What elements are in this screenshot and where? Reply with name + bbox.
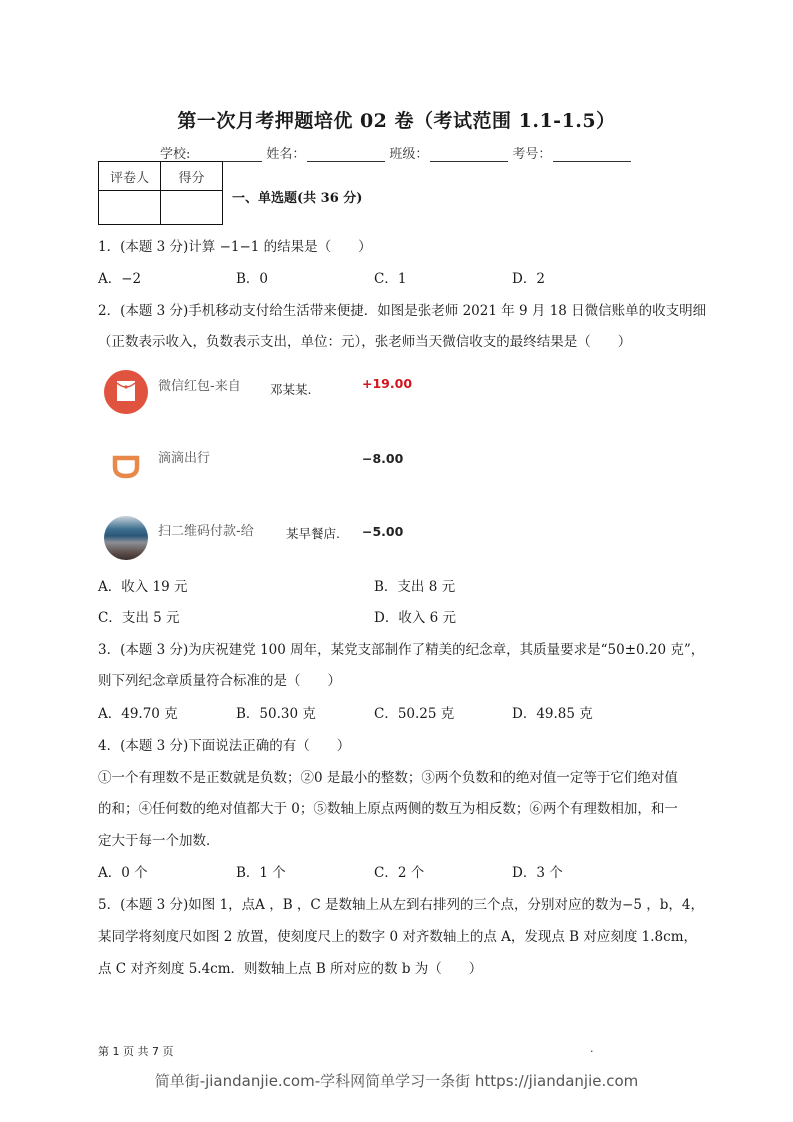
watermark-link[interactable]: 简单街-jiandanjie.com-学科网简单学习一条街 https://jiandanjie.com	[154, 1072, 639, 1090]
question-4-text-line-4: 定大于每一个加数．	[98, 833, 220, 849]
payment-item-qr-payment	[100, 514, 420, 564]
question-3-option-c: C．50.25 克	[374, 706, 455, 722]
red-envelope-icon	[104, 370, 148, 414]
student-info-line	[160, 143, 635, 162]
store-photo-icon	[104, 516, 148, 560]
question-3-option-b: B．50.30 克	[236, 706, 316, 722]
score-table	[98, 161, 223, 225]
exam-number-label: 考号：	[512, 147, 552, 162]
question-1-option-b: B．0	[236, 271, 269, 287]
payment-amount: −8.00	[362, 451, 404, 466]
question-4-text-line-3: 的和；④任何数的绝对值都大于 0；⑤数轴上原点两侧的数互为相反数；⑥两个有理数相加，和一	[98, 801, 678, 817]
exam-number-blank	[553, 149, 631, 162]
question-1-option-c: C．1	[374, 271, 407, 287]
didi-icon	[104, 443, 148, 487]
question-2-text-line-1: 2．(本题 3 分)手机移动支付给生活带来便捷．如图是张老师 2021 年 9 月 18 日微信账单的收支明细	[98, 303, 707, 319]
question-4-option-a: A．0 个	[98, 865, 148, 881]
footer-dot: .	[590, 1042, 594, 1055]
class-label: 班级：	[389, 147, 429, 162]
page-number: 第 1 页 共 7 页	[98, 1045, 174, 1058]
question-4-option-b: B．1 个	[236, 865, 286, 881]
payment-item-didi	[100, 440, 420, 490]
question-2-option-d: D．收入 6 元	[374, 610, 456, 626]
question-5-text-line-1: 5．(本题 3 分)如图 1，点A ，B ，C 是数轴上从左到右排列的三个点，分别对应的数为−5 ，b，4，	[98, 897, 704, 913]
question-2-option-b: B．支出 8 元	[374, 579, 456, 595]
payment-party: 邓某某.	[270, 382, 312, 397]
payment-amount: +19.00	[362, 376, 413, 391]
payment-name: 扫二维码付款-给	[158, 524, 254, 539]
school-label: 学校:	[160, 147, 191, 162]
question-2-option-c: C．支出 5 元	[98, 610, 180, 626]
question-2-text-line-2: （正数表示收入，负数表示支出，单位：元），张老师当天微信收支的最终结果是（ ）	[98, 334, 632, 350]
question-4-text-line-2: ①一个有理数不是正数就是负数；②0 是最小的整数；③两个负数和的绝对值一定等于它们绝对值	[98, 770, 678, 786]
class-blank	[430, 149, 508, 162]
score-header: 得分	[161, 162, 223, 191]
payment-name: 微信红包-来自	[158, 379, 241, 394]
question-1-text: 1．(本题 3 分)计算 −1−1 的结果是（ ）	[98, 239, 372, 255]
grader-cell	[99, 191, 161, 225]
score-cell	[161, 191, 223, 225]
question-4-option-c: C．2 个	[374, 865, 425, 881]
section-title: 一、单选题(共 36 分)	[232, 191, 363, 206]
name-blank	[307, 149, 385, 162]
question-5-text-line-3: 点 C 对齐刻度 5.4cm．则数轴上点 B 所对应的数 b 为（ ）	[98, 961, 483, 977]
payment-item-red-envelope	[100, 370, 420, 420]
question-3-text-line-1: 3．(本题 3 分)为庆祝建党 100 周年，某党支部制作了精美的纪念章，其质量要求是“50±0.20 克”，	[98, 642, 705, 658]
question-1-option-d: D．2	[512, 271, 545, 287]
question-3-option-d: D．49.85 克	[512, 706, 593, 722]
payment-amount: −5.00	[362, 524, 404, 539]
question-2-option-a: A．收入 19 元	[98, 579, 188, 595]
question-5-text-line-2: 某同学将刻度尺如图 2 放置，使刻度尺上的数字 0 对齐数轴上的点 A，发现点 B 对应刻度 1.8cm，	[98, 929, 698, 945]
question-3-text-line-2: 则下列纪念章质量符合标准的是（ ）	[98, 673, 341, 689]
question-1-option-a: A．−2	[98, 271, 142, 287]
grader-header: 评卷人	[99, 162, 161, 191]
name-label: 姓名：	[266, 147, 306, 162]
question-3-option-a: A．49.70 克	[98, 706, 178, 722]
payment-party: 某早餐店.	[286, 526, 340, 541]
page-title: 第一次月考押题培优 02 卷（考试范围 1.1-1.5）	[177, 110, 616, 132]
question-4-option-d: D．3 个	[512, 865, 563, 881]
payment-name: 滴滴出行	[158, 451, 211, 466]
question-4-text-line-1: 4．(本题 3 分)下面说法正确的有（ ）	[98, 738, 351, 754]
